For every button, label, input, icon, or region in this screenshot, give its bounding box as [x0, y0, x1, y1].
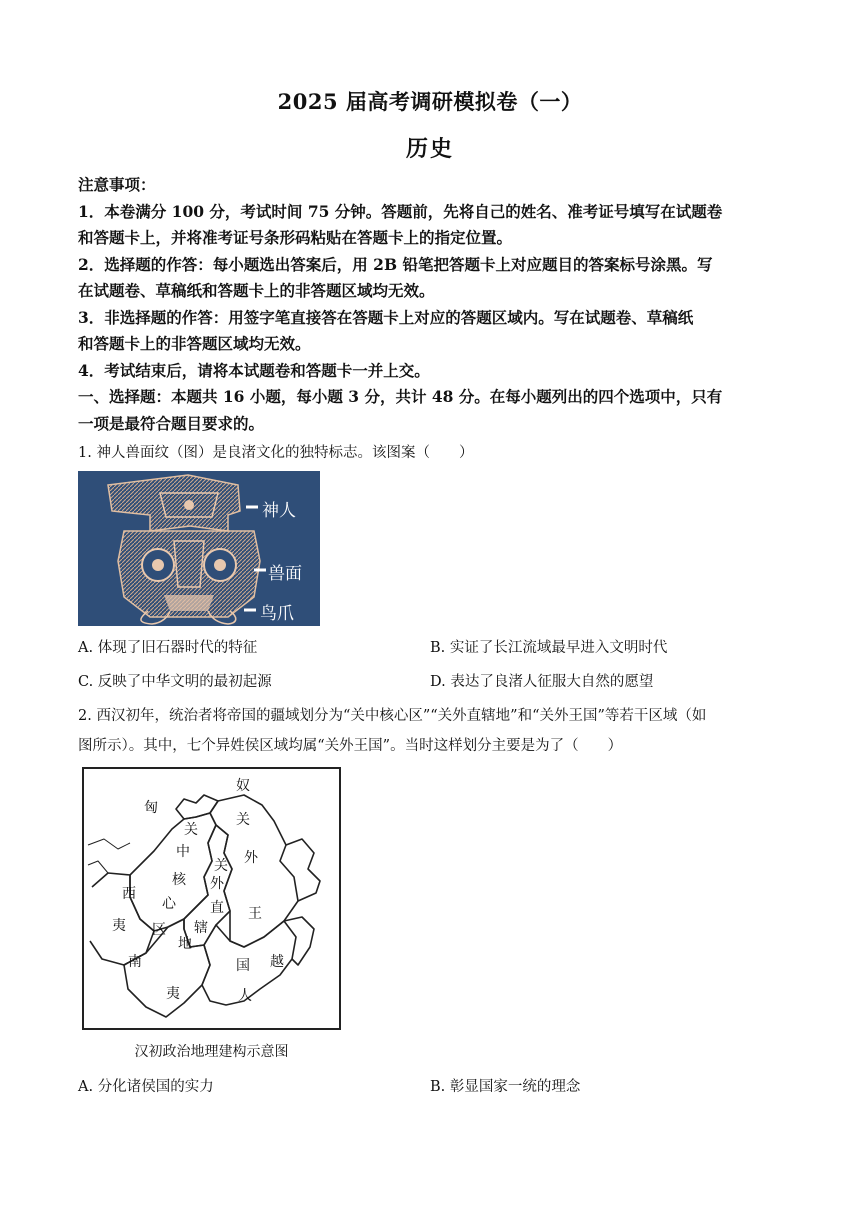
- question-2-stem-line: 2. 西汉初年，统治者将帝国的疆域划分为“关中核心区”“关外直辖地”和“关外王国”等若干区域（如: [78, 708, 707, 724]
- question-2: [78, 701, 784, 761]
- notice-line: 和答题卡上的非答题区域均无效。: [78, 334, 311, 353]
- map-label: 辖: [194, 920, 208, 936]
- q1-option-d: D. 表达了良渚人征服大自然的愿望: [430, 674, 654, 690]
- map-caption: 汉初政治地理建构示意图: [134, 1044, 289, 1060]
- exam-title: 2025 届高考调研模拟卷（一）: [277, 89, 583, 114]
- map-label: 中: [176, 844, 190, 860]
- map-label: 外: [210, 876, 224, 892]
- subject-title: 历史: [405, 136, 454, 162]
- map-label: 南: [128, 954, 142, 970]
- q2-option-a: A. 分化诸侯国的实力: [78, 1079, 214, 1095]
- question-1: [78, 438, 784, 468]
- map-label: 心: [162, 896, 176, 912]
- notice-line: 和答题卡上，并将准考证号条形码粘贴在答题卡上的指定位置。: [78, 228, 513, 247]
- han-political-map: [82, 767, 341, 1030]
- notice-heading: 注意事项：: [78, 175, 156, 194]
- map-label: 王: [248, 906, 262, 922]
- map-label: 核: [172, 872, 186, 888]
- notice-line: 在试题卷、草稿纸和答题卡上的非答题区域均无效。: [78, 281, 435, 300]
- notice-block: [78, 172, 784, 437]
- map-label: 夷: [112, 918, 126, 934]
- notice-line: 3．非选择题的作答：用签字笔直接答在答题卡上对应的答题区域内。写在试题卷、草稿纸: [78, 307, 694, 327]
- section-heading: 一项是最符合题目要求的。: [78, 413, 265, 433]
- question-2-stem-line: 图所示）。其中，七个异姓侯区域均属“关外王国”。当时这样划分主要是为了（ ）: [78, 738, 623, 754]
- map-label: 区: [152, 922, 166, 938]
- map-label: 人: [238, 988, 252, 1004]
- map-label: 地: [178, 936, 192, 952]
- figure-label-niaozhua: 鸟爪: [260, 604, 294, 624]
- q1-option-c: C. 反映了中华文明的最初起源: [78, 674, 272, 690]
- map-label: 外: [244, 850, 258, 866]
- map-label: 夷: [166, 986, 180, 1002]
- q1-option-b: B. 实证了长江流域最早进入文明时代: [430, 640, 668, 656]
- map-label: 西: [122, 886, 136, 902]
- notice-line: 1．本卷满分 100 分，考试时间 75 分钟。答题前，先将自己的姓名、准考证号填写在试题卷: [78, 201, 723, 221]
- notice-line: 2．选择题的作答：每小题选出答案后，用 2B 铅笔把答题卡上对应题目的答案标号涂黑。写: [78, 254, 713, 274]
- map-label: 奴: [236, 778, 250, 794]
- question-1-stem: 1. 神人兽面纹（图）是良渚文化的独特标志。该图案（ ）: [78, 445, 474, 461]
- section-heading: 一、选择题：本题共 16 小题，每小题 3 分，共计 48 分。在每小题列出的四个选项中，只有: [78, 387, 723, 406]
- figure-label-shoumian: 兽面: [268, 564, 302, 584]
- map-label: 关: [236, 812, 250, 828]
- figure-label-shenren: 神人: [262, 501, 296, 521]
- map-label: 越: [270, 954, 284, 970]
- notice-line: 4．考试结束后，请将本试题卷和答题卡一并上交。: [78, 360, 430, 380]
- map-label: 国: [236, 958, 250, 974]
- map-label: 关: [184, 822, 198, 838]
- map-label: 关: [214, 858, 228, 874]
- q2-option-b: B. 彰显国家一统的理念: [430, 1079, 581, 1095]
- map-label: 直: [210, 900, 224, 916]
- q1-option-a: A. 体现了旧石器时代的特征: [78, 640, 258, 656]
- map-label: 匈: [144, 800, 158, 816]
- liangzhu-pattern-figure: [78, 471, 320, 626]
